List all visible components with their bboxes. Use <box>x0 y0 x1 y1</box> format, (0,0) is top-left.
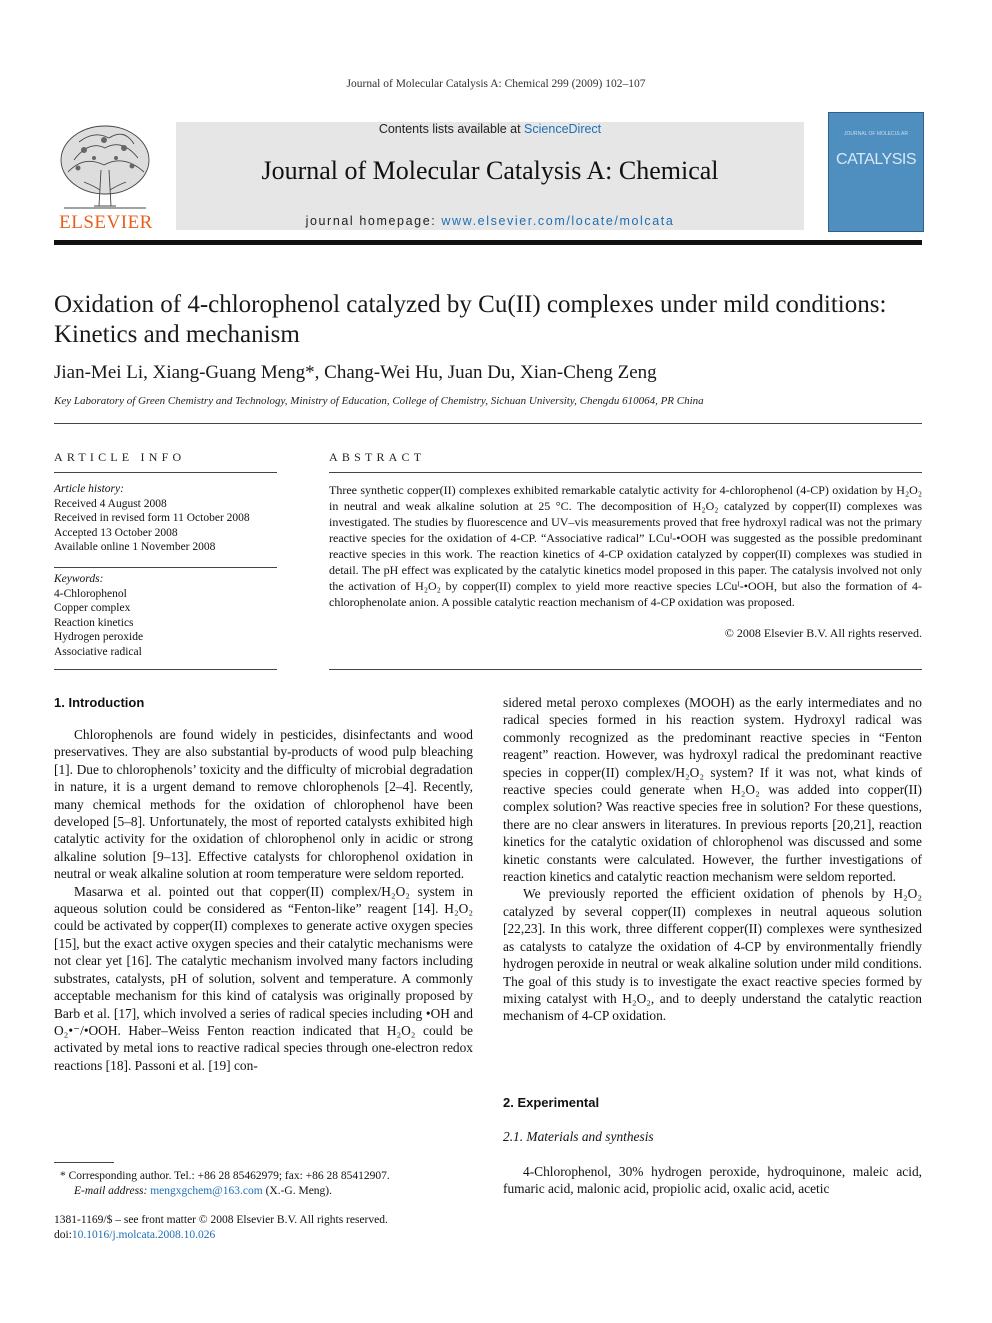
keyword: Reaction kinetics <box>54 616 134 629</box>
journal-cover <box>828 112 924 232</box>
homepage-prefix: journal homepage: <box>305 214 442 228</box>
abstract-text: Three synthetic copper(II) complexes exhibited remarkable catalytic activity for 4-chlorophenol (4-CP) oxidation by H₂O₂ in neutral and weak alkaline solution at 25 °C. The decomposition of H₂O₂ catalyzed by copper(II) complexes was investigated. The studies by fluorescence and UV–vis measurements proved that free hydroxyl radical was not the primary reactive species for the oxidation of 4-CP. “Associative radical” LCuᴵ-•OOH was suggested as the possible predominant reactive species in this work. The reaction kinetics of 4-CP oxidation catalyzed by copper(II) complexes was studied in detail. The pH effect was explicated by the catalytic kinetics model proposed in this paper. The catalysis involved not only the activation of H₂O₂ by copper(II) complex to yield more reactive species LCuᴵ-•OOH, but also the formation of 4-chlorophenolate anion. A possible catalytic reaction mechanism of 4-CP oxidation was proposed. <box>329 483 922 609</box>
history-item: Received in revised form 11 October 2008 <box>54 512 250 524</box>
materials-paragraph-1: 4-Chlorophenol, 30% hydrogen peroxide, hydroquinone, maleic acid, fumaric acid, malonic acid, propiolic acid, oxalic acid, acetic <box>503 1164 922 1197</box>
homepage-link[interactable]: www.elsevier.com/locate/molcata <box>441 214 675 228</box>
doi-label: doi: <box>54 1228 72 1241</box>
article-history <box>54 482 277 555</box>
footnote-rule <box>54 1162 114 1163</box>
keywords-label: Keywords: <box>54 573 104 585</box>
running-head: Journal of Molecular Catalysis A: Chemical 299 (2009) 102–107 <box>346 78 646 90</box>
header-rule <box>54 240 922 245</box>
left-column <box>54 726 473 1074</box>
email-line <box>60 1184 480 1199</box>
abstract-copyright: © 2008 Elsevier B.V. All rights reserved. <box>724 626 922 640</box>
keywords <box>54 572 277 659</box>
right-paragraph-2: We previously reported the efficient oxidation of phenols by H₂O₂ catalyzed by several copper(II) complexes in neutral aqueous solution [22,23]. In this work, three different copper(II) complexes were synthesized as catalysts to catalyze the oxidation of 4-CP by environmentally friendly hydrogen peroxide in neutral or weak alkaline solution under mild conditions. The goal of this study is to investigate the exact reactive species formed by mixing catalyst with H₂O₂, and to deeply understand the catalytic reaction mechanism of 4-CP oxidation. <box>503 886 922 1024</box>
affiliation-rule <box>54 423 922 424</box>
intro-paragraph-2: Masarwa et al. pointed out that copper(II) complex/H₂O₂ system in aqueous solution could be considered as “Fenton-like” reagent [14]. H₂O₂ could be activated by copper(II) complexes to generate active oxygen species [15], but the exact active oxygen species and their catalytic mechanisms were not clear yet [16]. The catalytic mechanism involved many factors including substrates, catalysts, pH of solution, solvent and temperature. A commonly acceptable mechanism for this kind of catalysis was originally proposed by Barb et al. [17], which involved a series of radical species including •OH and O₂•⁻/•OOH. Haber–Weiss Fenton reaction indicated that H₂O₂ could be activated by metal ions to reactive radical species through one-electron redox reactions [18]. Passoni et al. [19] con- <box>54 883 473 1073</box>
right-paragraph-1: sidered metal peroxo complexes (MOOH) as the early intermediates and no radical species formed in his reaction system. Hydroxyl radical was commonly recognized as the predominant reactive species in “Fenton reagent” reaction. However, was hydroxyl radical the predominant reactive species in copper(II) complex/H₂O₂ system? If it was not, what kinds of reactive species could generate when H₂O₂ was added into copper(II) complex solution? Was reactive species free in solution? For these questions, there are no clear answers in literatures. In previous reports [20,21], reaction kinetics for the catalytic oxidation of chlorophenol was discussed and some kinetic constants were calculated. However, the further investigations of reaction kinetics and catalytic reaction mechanism were seldom reported. <box>503 695 922 885</box>
article-affiliation: Key Laboratory of Green Chemistry and Technology, Ministry of Education, College of Chemistry, Sichuan University, Chengdu 610064, PR China <box>54 395 704 407</box>
experimental-heading: 2. Experimental <box>503 1095 600 1110</box>
introduction-heading: 1. Introduction <box>54 695 145 710</box>
cover-subtext: JOURNAL OF MOLECULAR <box>844 131 908 137</box>
email-suffix: (X.-G. Meng). <box>262 1184 333 1197</box>
elsevier-wordmark: ELSEVIER <box>59 212 153 233</box>
history-label: Article history: <box>54 483 124 495</box>
doi-line <box>54 1228 484 1243</box>
right-column <box>503 694 922 1025</box>
email-label: E-mail address: <box>74 1184 151 1197</box>
keyword: Hydrogen peroxide <box>54 631 144 643</box>
contents-line <box>176 122 804 136</box>
history-item: Accepted 13 October 2008 <box>54 526 178 539</box>
keyword: 4-Chlorophenol <box>54 587 127 600</box>
materials-heading: 2.1. Materials and synthesis <box>503 1129 654 1144</box>
journal-title: Journal of Molecular Catalysis A: Chemical <box>261 156 719 185</box>
sciencedirect-link[interactable]: ScienceDirect <box>524 122 602 136</box>
cover-title: CATALYSIS <box>836 151 916 168</box>
intro-paragraph-1: Chlorophenols are found widely in pesticides, disinfectants and wood preservatives. They are also substantial by-products of wood pulp bleaching [1]. Due to chlorophenols’ toxicity and the difficulty of microbial degradation in nature, it is a urgent demand to remove chlorophenols [2–4]. Recently, many chemical methods for the oxidation of chlorophenol have been developed [5–8]. Unfortunately, the most of reported catalysts exhibited high catalytic activity for the oxidation of chlorophenol only in acidic or strong alkaline solution [9–13]. Effective catalysts for chlorophenol oxidation in neutral or weak alkaline solution at room temperature were seldom reported. <box>54 727 473 882</box>
contents-prefix: Contents lists available at <box>378 122 525 136</box>
abstract-rule <box>329 472 922 473</box>
abstract-heading: ABSTRACT <box>329 450 426 464</box>
keywords-rule <box>54 567 277 568</box>
article-authors: Jian-Mei Li, Xiang-Guang Meng*, Chang-Wei Hu, Juan Du, Xian-Cheng Zeng <box>54 362 657 383</box>
keyword: Associative radical <box>54 645 142 658</box>
history-item: Received 4 August 2008 <box>54 497 167 510</box>
keyword: Copper complex <box>54 602 131 614</box>
history-item: Available online 1 November 2008 <box>54 541 216 553</box>
article-info-heading: ARTICLE INFO <box>54 450 186 464</box>
materials-section <box>503 1163 922 1198</box>
front-matter <box>54 1213 484 1242</box>
abstract-bottom-rule <box>329 669 922 670</box>
corresponding-footnote <box>60 1169 480 1198</box>
article-info-bottom-rule <box>54 669 277 670</box>
article-title: Oxidation of 4-chlorophenol catalyzed by Cu(II) complexes under mild conditions: Kinetics and mechanism <box>54 291 887 348</box>
doi-link[interactable]: 10.1016/j.molcata.2008.10.026 <box>71 1228 216 1241</box>
issn-line: 1381-1169/$ – see front matter © 2008 Elsevier B.V. All rights reserved. <box>54 1214 388 1226</box>
corresponding-author: * Corresponding author. Tel.: +86 28 85462979; fax: +86 28 85412907. <box>60 1170 390 1182</box>
journal-homepage <box>176 214 804 228</box>
article-info-rule <box>54 472 277 473</box>
email-link[interactable]: mengxgchem@163.com <box>150 1184 263 1197</box>
